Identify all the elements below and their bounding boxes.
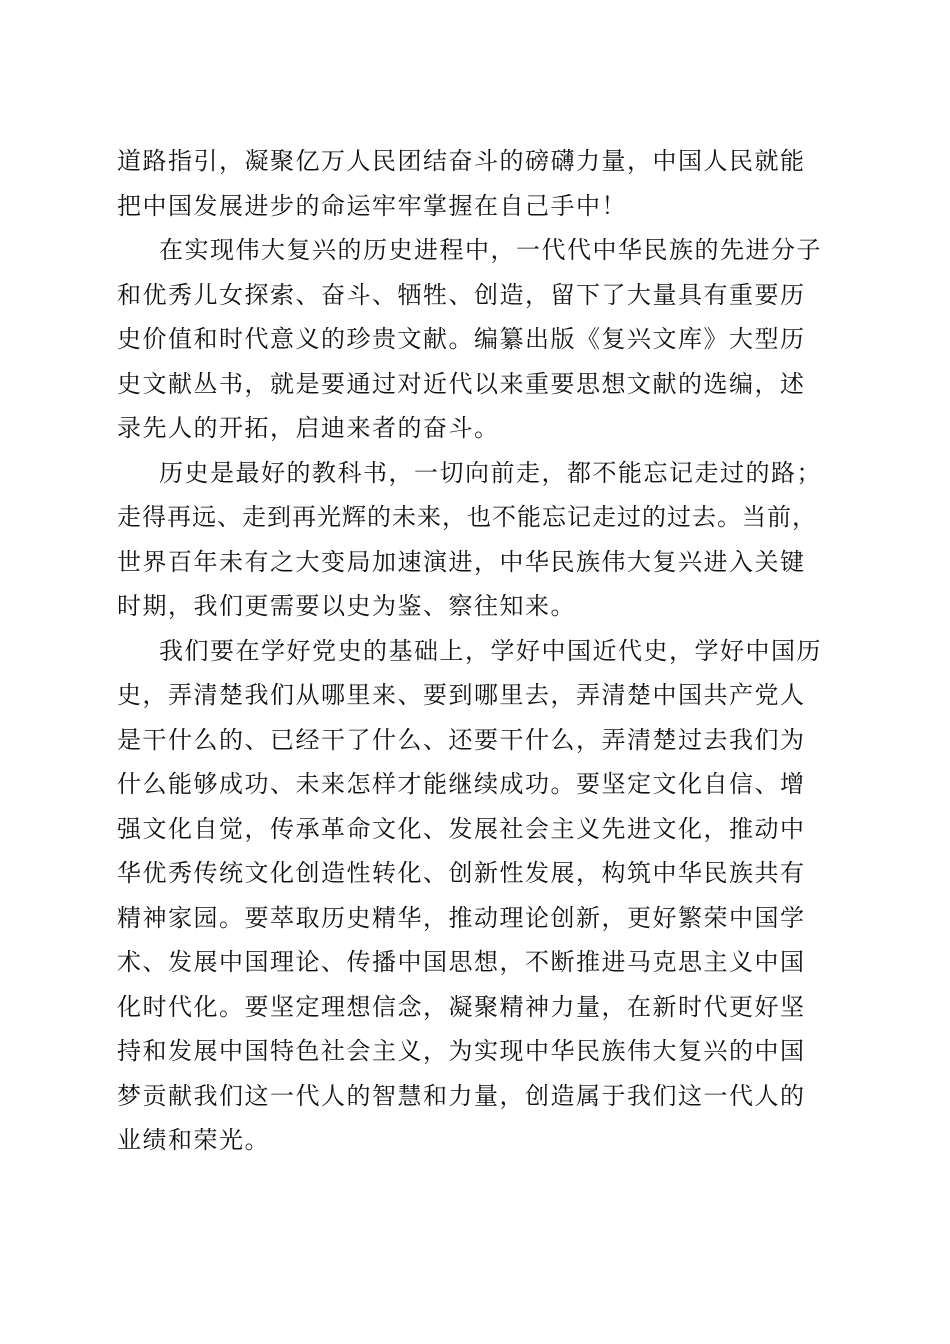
text-line: 精神家园。要萃取历史精华，推动理论创新，更好繁荣中国学 <box>117 903 806 932</box>
text-line: 华优秀传统文化创造性转化、创新性发展，构筑中华民族共有 <box>117 859 806 887</box>
paragraph-4 <box>117 629 823 1163</box>
text-line: 是干什么的、已经干了什么、还要干什么，弄清楚过去我们为 <box>117 725 806 754</box>
text-line: 和优秀儿女探索、奋斗、牺牲、创造，留下了大量具有重要历 <box>117 280 806 309</box>
text-line: 术、发展中国理论、传播中国思想，不断推进马克思主义中国 <box>117 948 806 976</box>
text-line: 史文献丛书，就是要通过对近代以来重要思想文献的选编，述 <box>117 369 806 398</box>
text-line-first: 我们要在学好党史的基础上，学好中国近代史，学好中国历 <box>159 636 822 665</box>
text-line: 走得再远、走到再光辉的未来，也不能忘记走过的过去。当前， <box>117 503 817 531</box>
text-line: 史价值和时代意义的珍贵文献。编纂出版《复兴文库》大型历 <box>117 325 806 353</box>
text-line: 道路指引，凝聚亿万人民团结奋斗的磅礴力量，中国人民就能 <box>117 147 806 175</box>
text-line: 时期，我们更需要以史为鉴、察往知来。 <box>117 592 576 620</box>
text-line: 录先人的开拓，启迪来者的奋斗。 <box>117 414 500 442</box>
text-line-first: 历史是最好的教科书，一切向前走，都不能忘记走过的路； <box>159 458 822 487</box>
text-line-first: 在实现伟大复兴的历史进程中，一代代中华民族的先进分子 <box>159 236 822 264</box>
text-line: 把中国发展进步的命运牢牢掌握在自己手中！ <box>117 191 627 220</box>
text-line: 什么能够成功、未来怎样才能继续成功。要坚定文化自信、增 <box>117 770 806 798</box>
paragraph-2 <box>117 228 823 451</box>
text-line: 业绩和荣光。 <box>117 1126 270 1154</box>
paragraph-3 <box>117 451 823 629</box>
text-line: 史，弄清楚我们从哪里来、要到哪里去，弄清楚中国共产党人 <box>117 681 806 709</box>
text-line: 强文化自觉，传承革命文化、发展社会主义先进文化，推动中 <box>117 814 806 843</box>
text-line: 梦贡献我们这一代人的智慧和力量，创造属于我们这一代人的 <box>117 1081 806 1110</box>
paragraph-1 <box>117 139 823 228</box>
text-line: 持和发展中国特色社会主义，为实现中华民族伟大复兴的中国 <box>117 1037 806 1065</box>
document-page <box>117 139 823 1163</box>
text-line: 世界百年未有之大变局加速演进，中华民族伟大复兴进入关键 <box>117 547 806 576</box>
text-line: 化时代化。要坚定理想信念，凝聚精神力量，在新时代更好坚 <box>117 992 806 1021</box>
